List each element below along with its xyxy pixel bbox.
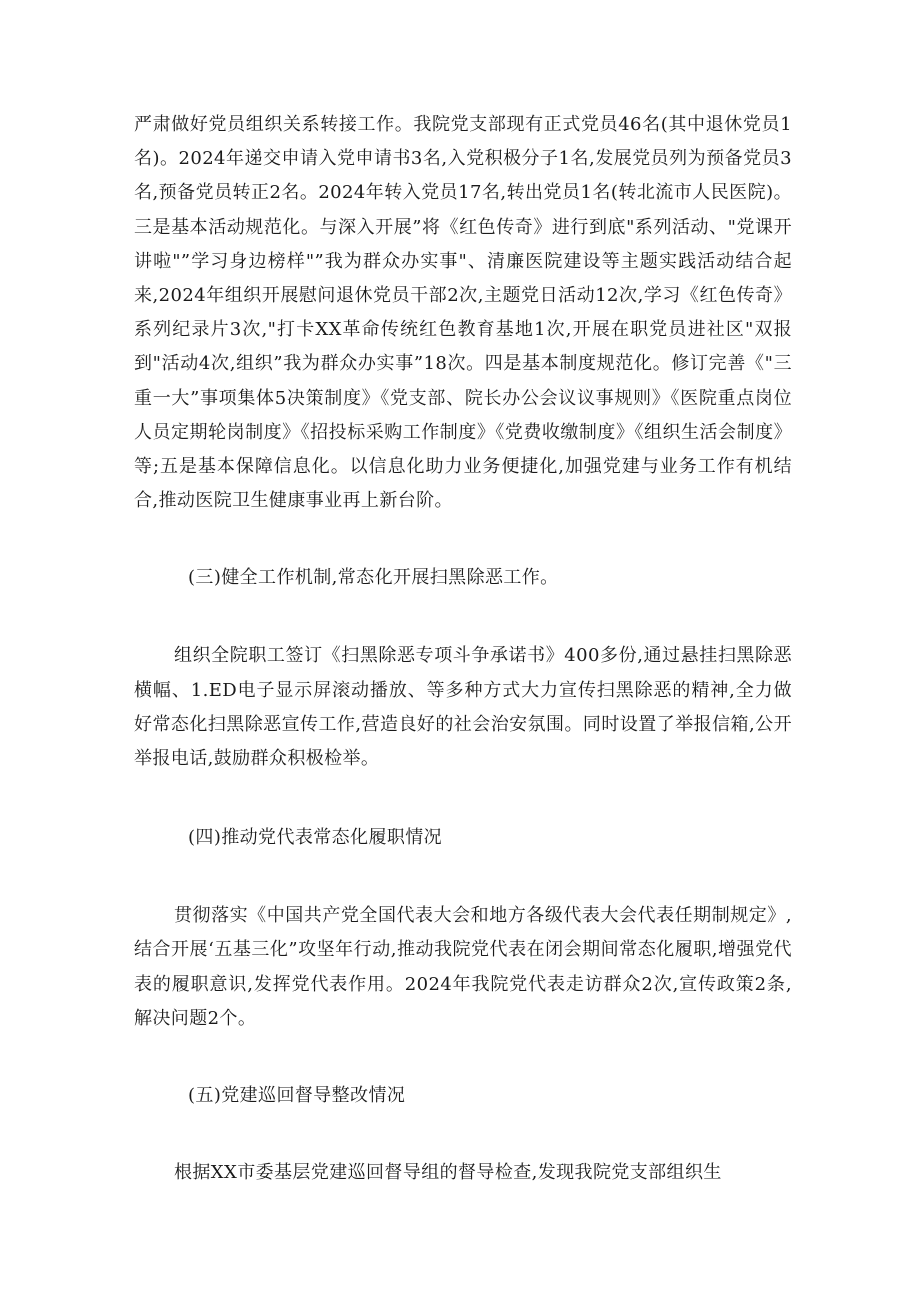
section-3-body: 组织全院职工签订《扫黑除恶专项斗争承诺书》400多份,通过悬挂扫黑除恶横幅、1.ED电子显示屏滚动播放、等多种方式大力宣传扫黑除恶的精神,全力做好常态化扫黑除恶宣传工作,营造良好的社会治安氛围。同时设置了举报信箱,公开举报电话,鼓励群众积极检举。 — [134, 645, 792, 770]
paragraph-continued: 严肃做好党员组织关系转接工作。我院党支部现有正式党员46名(其中退休党员1名)。2024年递交申请入党申请书3名,入党积极分子1名,发展党员列为预备党员3名,预备党员转正2名。2024年转入党员17名,转出党员1名(转北流市人民医院)。三是基本活动规范化。与深入开展”将《红色传奇》进行到底"系列活动、"党课开讲啦"”学习身边榜样"”我为群众办实事"、清廉医院建设等主题实践活动结合起来,2024年组织开展慰问退休党员干部2次,主题党日活动12次,学习《红色传奇》系列纪录片3次,"打卡XX革命传统红色教育基地1次,开展在职党员进社区"双报到"活动4次,组织”我为群众办实事”18次。四是基本制度规范化。修订完善《"三重一大”事项集体5决策制度》《党支部、院长办公会议议事规则》《医院重点岗位人员定期轮岗制度》《招投标采购工作制度》《党费收缴制度》《组织生活会制度》等;五是基本保障信息化。以信息化助力业务便捷化,加强党建与业务工作有机结合,推动医院卫生健康事业再上新台阶。 — [134, 114, 792, 512]
section-4-body: 贯彻落实《中国共产党全国代表大会和地方各级代表大会代表任期制规定》,结合开展‘五基三化”攻坚年行动,推动我院党代表在闭会期间常态化履职,增强党代表的履职意识,发挥党代表作用。2024年我院党代表走访群众2次,宣传政策2条,解决问题2个。 — [134, 905, 792, 1029]
section-3-heading: (三)健全工作机制,常态化开展扫黑除恶工作。 — [188, 567, 559, 589]
section-4-heading: (四)推动党代表常态化履职情况 — [188, 827, 443, 849]
section-5-heading: (五)党建巡回督导整改情况 — [188, 1085, 406, 1107]
section-5-body: 根据XX市委基层党建巡回督导组的督导检查,发现我院党支部组织生 — [174, 1162, 722, 1184]
